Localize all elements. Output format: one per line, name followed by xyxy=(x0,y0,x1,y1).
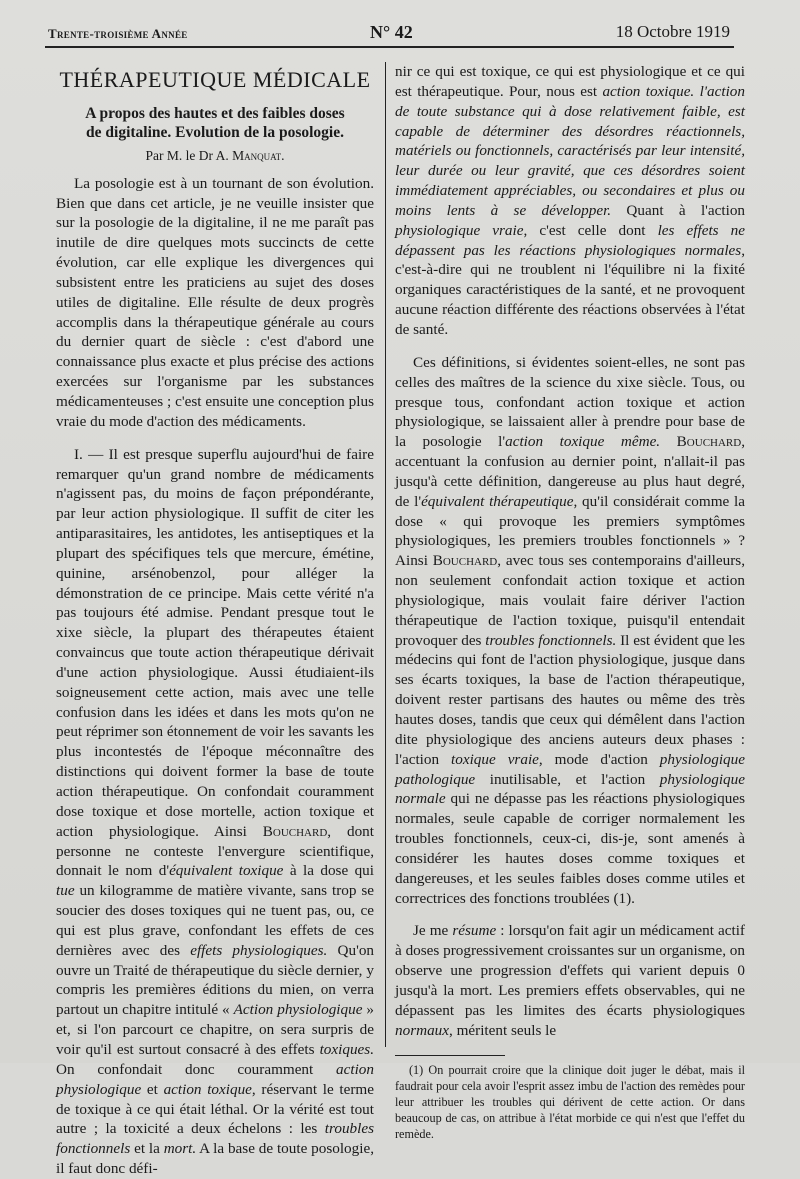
issue-date: 18 Octobre 1919 xyxy=(615,22,730,41)
footnote-rule xyxy=(395,1055,505,1056)
byline xyxy=(56,146,374,166)
author-name: Bouchard xyxy=(676,433,742,451)
author-name: Bouchard xyxy=(432,552,498,570)
paragraph: Ces définitions, si évidentes soient-elles, ne sont pas celles des maîtres de la science du xixe siècle. Tous, ou presque tous, confondant action toxique et action physiologique, se laissaient aller à prendre pour base de la posologie l'action toxique même. Bouchard, accentuant la confusion au dernier point, n'allait-il pas jusqu'à cette définition, dangereuse au plus haut degré, de l'équivalent thérapeutique, qu'il considérait comme la dose « qui provoque les premiers symptômes physiologiques, les premiers troubles fonctionnels » ? Ainsi Bouchard, avec tous ses contemporains d'ailleurs, non seulement confondait action toxique et action physiologique, mais voulait faire dériver l'action thérapeutique de l'action toxique, puisqu'il entendait provoquer des troubles fonctionnels. Il est évident que les médecins qui font de l'action physiologique, jusque dans ses écarts toxiques, la base de l'action thérapeutique, doivent rester partisans des hautes ou même des très hautes doses, tandis que ceux qui démêlent dans l'action dite physiologique des anciens auteurs deux phases : l'action toxique vraie, mode d'action physiologique pathologique inutilisable, et l'action physiologique normale qui ne dépasse pas les réactions physiologiques normales, seule capable de corriger normalement les troubles fonctionnels, ceux-ci, dis-je, sont amenés à considérer les hautes doses comme toxiques et dangereuses, et les seules faibles doses comme utiles et correctrices des fonctions troublées (1). xyxy=(395,353,745,907)
author-name: Manquat. xyxy=(232,147,285,163)
right-column xyxy=(395,62,745,1142)
article-title-line1: A propos des hautes et des faibles doses xyxy=(85,104,345,122)
article-title-line2: de digitaline. Evolution de la posologie. xyxy=(86,123,344,141)
paragraph: La posologie est à un tournant de son évolution. Bien que dans cet article, je ne veuille insister que sur la posologie de la digitaline, il ne me paraît pas inutile de dire quelques mots succincts de cette évolution, car elle explique les divergences qui subsistent entre les praticiens au sujet des doses utiles de digitaline. Elle résulte de deux progrès accomplis dans la thérapeutique générale au cours du dernier quart de siècle : c'est d'abord une connaissance plus exacte et plus précise des actions exercées sur l'organisme par les substances médicamenteuses ; c'est ensuite une conception plus vraie du mode d'action des médicaments. xyxy=(56,174,374,430)
paragraph: I. — Il est presque superflu aujourd'hui de faire remarquer qu'un grand nombre de médicaments n'agissent pas, du moins de façon prépondérante, par leur action physiologique. Il suffit de citer les antiparasitaires, les antidotes, les antiseptiques et la plupart des spécifiques tels que mercure, émétine, quinine, arsénobenzol, pour alléger la démonstration de ce principe. Mais cette vérité n'a pas toujours été admise. Pendant presque tout le xixe siècle, la plupart des thérapeutes étaient convaincus que toute action thérapeutique dérivait d'une action physiologique. Aussi étudiaient-ils soigneusement cette action, mais avec une telle confusion dans les idées et dans les mots qu'on ne peut réprimer son étonnement de voir les savants les plus incontestés de l'époque méconnaître des distinctions qui doivent former la base de toute action thérapeutique. On confondait couramment dose toxique et dose mortelle, action toxique et action physiologique. Ainsi Bouchard, dont personne ne conteste l'envergure scientifique, donnait le nom d'équivalent toxique à la dose qui tue un kilogramme de matière vivante, sans trop se soucier des doses toxiques qui ne tuent pas, ou, ce qui est plus grave, confondant les effets de ces dernières avec des effets physiologiques. Qu'on ouvre un Traité de thérapeutique du siècle dernier, y compris les premières éditions du mien, on verra partout un chapitre intitulé « Action physiologique » et, si l'on parcourt ce chapitre, on sera surpris de voir qu'il est surtout consacré à des effets toxiques. On confondait donc couramment action physiologique et action toxique, réservant le terme de toxique à ce qui était léthal. Or la vérité est tout autre ; la toxicité a deux échelons : les troubles fonctionnels et la mort. A la base de toute posologie, il faut donc défi- xyxy=(56,445,375,1178)
section-title: THÉRAPEUTIQUE MÉDICALE xyxy=(59,67,371,92)
byline-prefix: Par M. le Dr A. xyxy=(145,147,229,163)
column-divider xyxy=(385,62,386,1047)
running-header xyxy=(48,20,730,46)
volume-label: Trente-troisième Année xyxy=(48,26,188,41)
author-name: Bouchard xyxy=(262,822,328,840)
footnote: (1) On pourrait croire que la clinique doit juger le débat, mais il faudrait pour cela avoir l'esprit assez imbu de l'action des remèdes pour leur attribuer les troubles qui dérivent de cette action. Or dans beaucoup de cas, on attribue à l'état morbide ce qui n'est que l'effet du remède. xyxy=(395,1062,745,1141)
issue-number: N° 42 xyxy=(370,22,413,42)
paragraph: nir ce qui est toxique, ce qui est physiologique et ce qui est thérapeutique. Pour, nous est action toxique. l'action de toute substance qui à dose relativement faible, est capable de déterminer des désordres réactionnels, matériels ou fonctionnels, caractérisés par leur intensité, leur durée ou leur gravité, que ces désordres soient immédiatement appréciables, ou secondaires et plus ou moins lents à se développer. Quant à l'action physiologique vraie, c'est celle dont les effets ne dépassent pas les réactions physiologiques normales, c'est-à-dire qui ne troublent ni l'équilibre ni la fixité organiques caractéristiques de la santé, et ne provoquent aucune réaction différente des réactions observées à l'état de santé. xyxy=(395,63,746,338)
left-column xyxy=(56,62,374,1179)
paragraph: Je me résume : lorsqu'on fait agir un médicament actif à doses progressivement croissantes sur un organisme, on observe une progression d'effets qui varient depuis 0 jusqu'à la mort. Les premiers effets observables, qui ne dépassent pas les limites des écarts physiologiques normaux, méritent seuls le xyxy=(395,922,745,1039)
header-rule xyxy=(45,46,734,48)
